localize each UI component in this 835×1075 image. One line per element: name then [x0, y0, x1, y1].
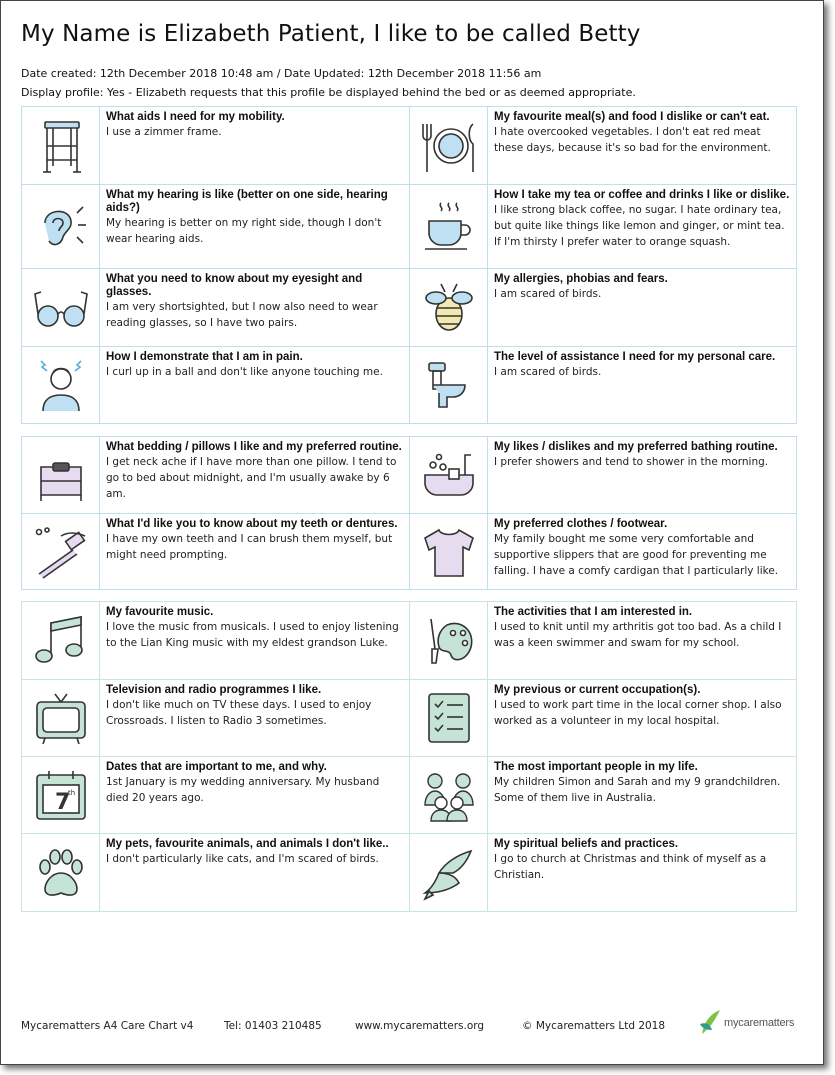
- card-mobility: [22, 107, 409, 184]
- table-row: [22, 834, 796, 911]
- calendar-icon: [22, 757, 100, 833]
- card-heading: My allergies, phobias and fears.: [494, 273, 668, 285]
- card-text: My hearing is better on my right side, though I don't wear hearing aids.: [106, 217, 382, 245]
- card-spiritual: [409, 834, 796, 911]
- card-heading: The activities that I am interested in.: [494, 606, 693, 618]
- footer-chart-version: Mycarematters A4 Care Chart v4: [21, 1020, 194, 1032]
- calendar-day: 7: [54, 790, 70, 815]
- table-row: [22, 757, 796, 834]
- palette-icon: [410, 602, 488, 679]
- table-row: [22, 269, 796, 347]
- table-row: [22, 602, 796, 680]
- card-drinks: [409, 185, 796, 268]
- table-row: [22, 185, 796, 269]
- section-routine: [21, 436, 797, 590]
- card-heading: My pets, favourite animals, and animals I don't like..: [106, 838, 389, 850]
- card-text: I don't particularly like cats, and I'm scared of birds.: [106, 853, 379, 865]
- card-text: I am scared of birds.: [494, 366, 602, 378]
- dove-icon: [410, 834, 488, 911]
- card-dates: [22, 757, 409, 833]
- card-heading: Television and radio programmes I like.: [106, 684, 322, 696]
- card-heading: What aids I need for my mobility.: [106, 111, 285, 123]
- leaf-logo-icon: [698, 1008, 722, 1038]
- family-icon: [410, 757, 488, 833]
- card-text: My family bought me some very comfortable and supportive slippers that are good for preventing me falling. I have a comfy cardigan that I particularly like.: [494, 533, 779, 577]
- date-info: Date created: 12th December 2018 10:48 am / Date Updated: 12th December 2018 11:56 am: [21, 67, 542, 80]
- table-row: [22, 514, 796, 589]
- checklist-icon: [410, 680, 488, 756]
- table-row: [22, 347, 796, 423]
- card-text: I prefer showers and tend to shower in the morning.: [494, 456, 769, 468]
- card-heading: My preferred clothes / footwear.: [494, 518, 668, 530]
- card-bathing: [409, 437, 796, 513]
- footer-website[interactable]: www.mycarematters.org: [355, 1020, 485, 1032]
- card-people: [409, 757, 796, 833]
- card-text: I get neck ache if I have more than one pillow. I tend to go to bed about midnight, and I'm usually awake by 6 am.: [106, 456, 397, 500]
- toilet-icon: [410, 347, 488, 423]
- footer-copyright: © Mycarematters Ltd 2018: [522, 1020, 666, 1032]
- card-heading: What bedding / pillows I like and my preferred routine.: [106, 441, 402, 453]
- mycarematters-logo: [698, 1005, 798, 1041]
- card-text: I am very shortsighted, but I now also need to wear reading glasses, so I have two pairs.: [106, 301, 378, 329]
- section-interests: [21, 601, 797, 912]
- ear-icon: [22, 185, 100, 268]
- card-heading: What my hearing is like (better on one side, hearing aids?): [106, 189, 388, 214]
- calendar-suffix: th: [67, 789, 75, 797]
- table-row: [22, 437, 796, 514]
- plate-cutlery-icon: [410, 107, 488, 184]
- footer-telephone: Tel: 01403 210485: [224, 1020, 322, 1032]
- card-text: I used to work part time in the local corner shop. I also worked as a volunteer in my local hospital.: [494, 699, 782, 727]
- tshirt-icon: [410, 514, 488, 589]
- card-occupation: [409, 680, 796, 756]
- bathtub-icon: [410, 437, 488, 513]
- card-text: I am scared of birds.: [494, 288, 602, 300]
- paw-print-icon: [22, 834, 100, 911]
- card-pets: [22, 834, 409, 911]
- card-heading: The level of assistance I need for my personal care.: [494, 351, 776, 363]
- card-text: I like strong black coffee, no sugar. I hate ordinary tea, but quite like things like lemon and ginger, or mint tea. If I'm thirsty I prefer water to orange squash.: [494, 204, 785, 248]
- card-text: I go to church at Christmas and think of myself as a Christian.: [494, 853, 767, 881]
- person-pain-icon: [22, 347, 100, 423]
- glasses-icon: [22, 269, 100, 346]
- card-activities: [409, 602, 796, 679]
- card-text: I used to knit until my arthritis got too bad. As a child I was a keen swimmer and swam for my school.: [494, 621, 782, 649]
- card-text: I love the music from musicals. I used to enjoy listening to the Lian King music with my eldest grandson Luke.: [106, 621, 399, 649]
- card-text: I hate overcooked vegetables. I don't eat red meat these days, because it's so bad for the environment.: [494, 126, 771, 154]
- card-heading: What you need to know about my eyesight and glasses.: [106, 273, 363, 298]
- card-text: My children Simon and Sarah and my 9 grandchildren. Some of them live in Australia.: [494, 776, 781, 804]
- table-row: [22, 680, 796, 757]
- card-heading: What I'd like you to know about my teeth or dentures.: [106, 518, 398, 530]
- logo-text: mycarematters: [724, 1017, 795, 1029]
- television-icon: [22, 680, 100, 756]
- card-heading: Dates that are important to me, and why.: [106, 761, 327, 773]
- card-music: [22, 602, 409, 679]
- card-bedding: [22, 437, 409, 513]
- card-text: I have my own teeth and I can brush them myself, but might need prompting.: [106, 533, 393, 561]
- music-note-icon: [22, 602, 100, 679]
- card-text: I use a zimmer frame.: [106, 126, 222, 138]
- card-heading: My previous or current occupation(s).: [494, 684, 701, 696]
- card-meals: [409, 107, 796, 184]
- card-heading: My likes / dislikes and my preferred bathing routine.: [494, 441, 778, 453]
- display-profile: Display profile: Yes - Elizabeth requests that this profile be displayed behind the bed or as deemed appropriate.: [21, 86, 636, 99]
- card-pain: [22, 347, 409, 423]
- card-text: I don't like much on TV these days. I used to enjoy Crossroads. I listen to Radio 3 sometimes.: [106, 699, 372, 727]
- bed-icon: [22, 437, 100, 513]
- card-text: 1st January is my wedding anniversary. My husband died 20 years ago.: [106, 776, 380, 804]
- table-row: [22, 107, 796, 185]
- page-title: My Name is Elizabeth Patient, I like to be called Betty: [21, 21, 641, 47]
- tea-cup-icon: [410, 185, 488, 268]
- card-tv: [22, 680, 409, 756]
- card-teeth: [22, 514, 409, 589]
- card-heading: How I take my tea or coffee and drinks I like or dislike.: [494, 189, 790, 201]
- card-heading: The most important people in my life.: [494, 761, 698, 773]
- toothbrush-icon: [22, 514, 100, 589]
- card-eyesight: [22, 269, 409, 346]
- card-clothes: [409, 514, 796, 589]
- card-text: I curl up in a ball and don't like anyone touching me.: [106, 366, 383, 378]
- card-allergies: [409, 269, 796, 346]
- card-heading: How I demonstrate that I am in pain.: [106, 351, 303, 363]
- card-hearing: [22, 185, 409, 268]
- section-health: [21, 106, 797, 424]
- bee-icon: [410, 269, 488, 346]
- card-heading: My favourite meal(s) and food I dislike or can't eat.: [494, 111, 770, 123]
- card-heading: My favourite music.: [106, 606, 214, 618]
- zimmer-frame-icon: [22, 107, 100, 184]
- card-personal-care: [409, 347, 796, 423]
- card-heading: My spiritual beliefs and practices.: [494, 838, 679, 850]
